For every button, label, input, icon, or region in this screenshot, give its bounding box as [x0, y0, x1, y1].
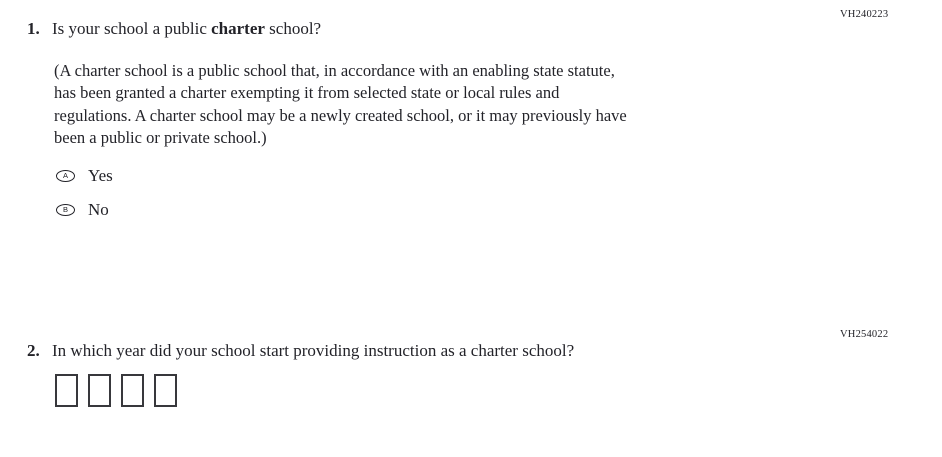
- note-line: regulations. A charter school may be a newly created school, or it may previously have: [54, 105, 627, 125]
- year-digit-box-1[interactable]: [55, 374, 78, 407]
- question-1-definition-note: [54, 60, 627, 149]
- question-1-prompt-suffix: school?: [264, 19, 322, 38]
- year-digit-box-2[interactable]: [88, 374, 111, 407]
- note-line: (A charter school is a public school that, in accordance with an enabling state statute,: [54, 61, 615, 80]
- question-1-prompt-bold-word: charter: [211, 19, 265, 38]
- option-yes-label: Yes: [88, 166, 113, 185]
- year-digit-box-3[interactable]: [121, 374, 144, 407]
- question-2-number: 2.: [27, 341, 40, 360]
- option-no-label: No: [88, 200, 109, 219]
- note-line: has been granted a charter exempting it from selected state or local rules and: [54, 83, 560, 103]
- question-1-number: 1.: [27, 19, 40, 38]
- year-entry-boxes: [55, 374, 177, 407]
- option-yes[interactable]: [56, 166, 113, 186]
- year-digit-box-4[interactable]: [154, 374, 177, 407]
- answer-bubble-b-icon[interactable]: B: [56, 204, 75, 216]
- question-1-accession-code: VH240223: [840, 9, 889, 20]
- question-2-accession-code: VH254022: [840, 329, 889, 340]
- option-no[interactable]: [56, 200, 109, 220]
- question-2-prompt: In which year did your school start providing instruction as a charter school?: [52, 341, 575, 360]
- question-1-prompt: [52, 19, 321, 39]
- answer-bubble-a-icon[interactable]: A: [56, 170, 75, 182]
- question-1-prompt-prefix: Is your school a public: [52, 19, 212, 38]
- note-line: been a public or private school.): [54, 127, 267, 147]
